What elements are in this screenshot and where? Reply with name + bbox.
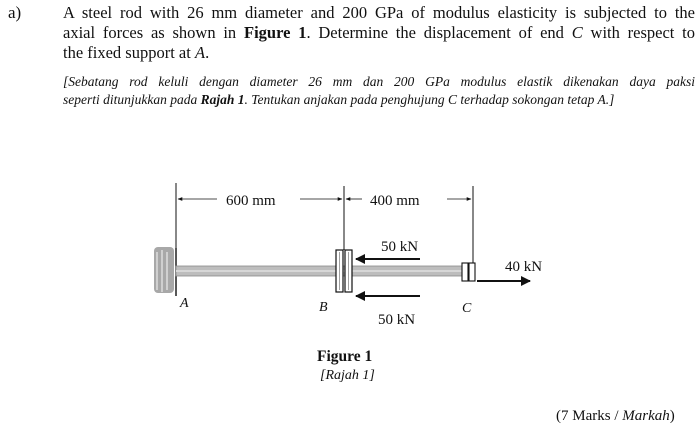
malay-line-1: [Sebatang rod keluli dengan diameter 26 mm dan 200 GPa modulus elastik dikenakan daya paksi [63, 74, 695, 89]
figure-reference: Figure 1 [243, 23, 307, 42]
force-end-label: 40 kN [505, 259, 543, 275]
english-line-2-part: . Determine the displacement of end [306, 23, 572, 42]
force-top-label: 50 kN [381, 239, 419, 255]
dim-ab-label: 600 mm [226, 193, 276, 209]
english-line-2-part: with respect to [582, 23, 695, 42]
point-a-reference: A [194, 43, 206, 62]
dim-bc-label: 400 mm [370, 193, 420, 209]
point-c-label: C [462, 301, 472, 316]
point-a-label: A [180, 296, 189, 311]
figure-caption: Figure 1 [317, 348, 373, 365]
question-number: a) [8, 3, 22, 22]
english-line-3-part: the fixed support at [63, 43, 195, 62]
point-b-label: B [319, 300, 328, 315]
malay-line-2-part: seperti ditunjukkan pada [63, 92, 201, 107]
english-line-2-part: axial forces as shown in [63, 23, 244, 42]
point-c-reference: C [571, 23, 583, 42]
english-line-3-part: . [205, 43, 210, 62]
end-cap-c [462, 263, 475, 281]
english-line-1: A steel rod with 26 mm diameter and 200 GPa of modulus elasticity is subjected to the [63, 3, 695, 22]
force-bottom-label: 50 kN [378, 312, 416, 328]
figure-caption-malay: [Rajah 1] [320, 368, 375, 383]
rajah-reference: Rajah 1 [200, 92, 245, 107]
marks-malay: Markah [622, 408, 670, 424]
marks-english: (7 Marks / [556, 408, 623, 424]
malay-line-2-part: . Tentukan anjakan pada penghujung C terhadap sokongan tetap A.] [244, 92, 615, 107]
fixed-support [154, 247, 176, 296]
marks-close: ) [669, 408, 675, 424]
marks-label [556, 408, 675, 425]
